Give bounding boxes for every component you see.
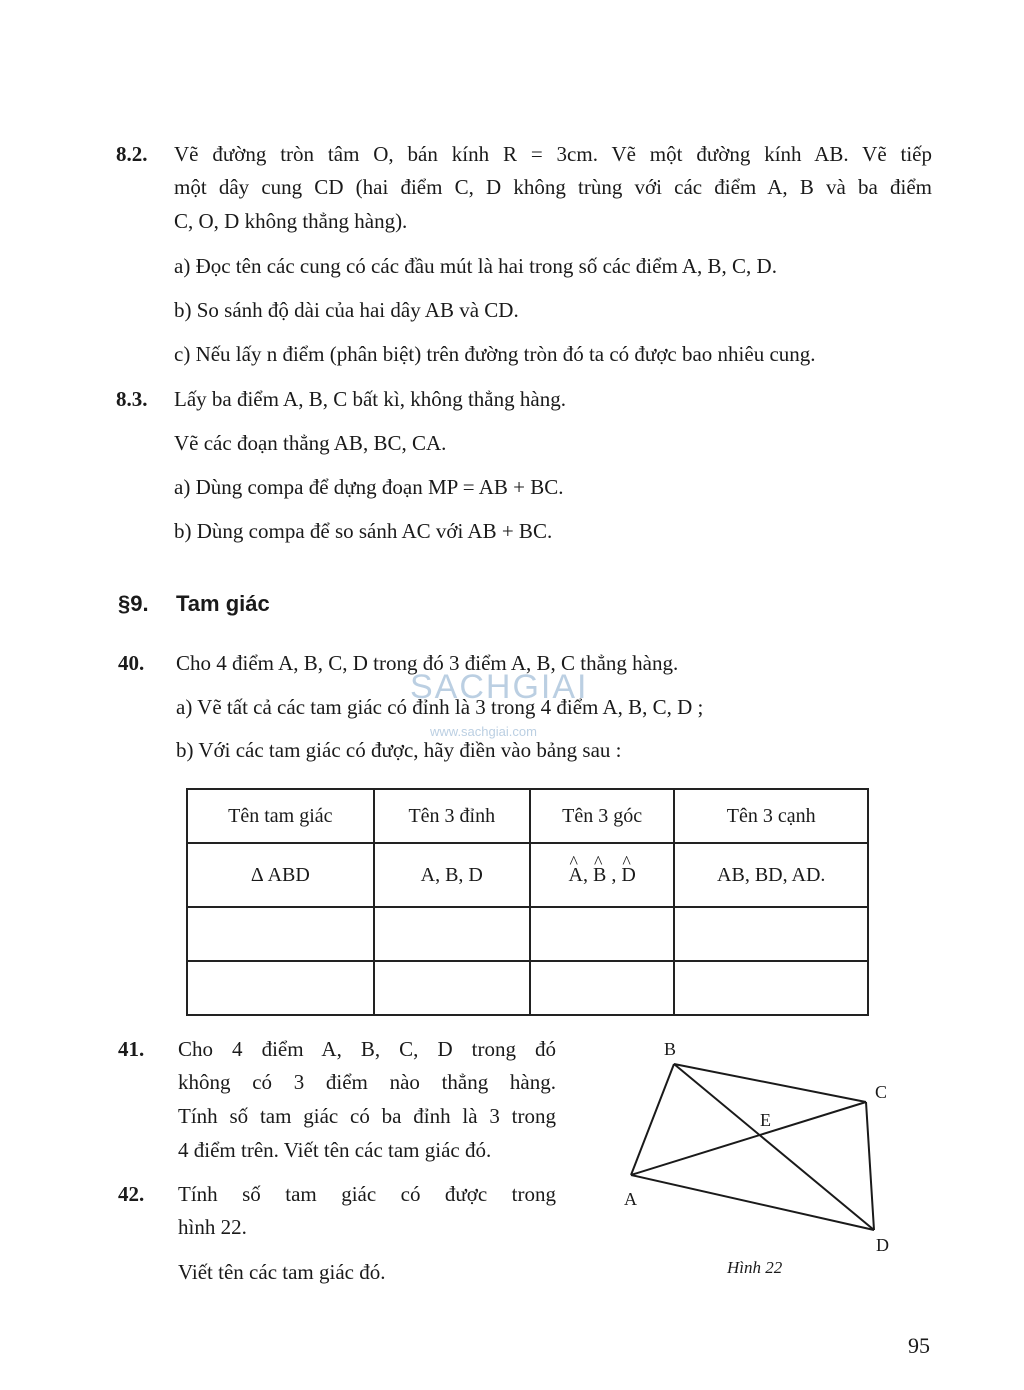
triangle-table <box>186 788 869 1016</box>
segment-ac <box>631 1102 866 1175</box>
exercise-40-line-1: Cho 4 điểm A, B, C, D trong đó 3 điểm A, B, C thẳng hàng. <box>176 651 679 675</box>
header-triangle-name: Tên tam giác <box>187 789 374 843</box>
table-header-row <box>187 789 868 843</box>
cell-triangle: Δ ABD <box>187 843 374 907</box>
segment-bd <box>674 1064 874 1230</box>
exercise-42-line-1: Tính số tam giác có được trong <box>178 1182 556 1206</box>
exercise-42-line-3: Viết tên các tam giác đó. <box>178 1260 386 1284</box>
table-row-empty <box>187 907 868 961</box>
exercise-42-number: 42. <box>118 1182 145 1206</box>
cell-sides: AB, BD, AD. <box>674 843 868 907</box>
exercise-41-line-4: 4 điểm trên. Viết tên các tam giác đó. <box>178 1138 492 1162</box>
exercise-8-3-number: 8.3. <box>116 387 148 411</box>
header-sides: Tên 3 cạnh <box>674 789 868 843</box>
exercise-41-line-1: Cho 4 điểm A, B, C, D trong đó <box>178 1037 556 1061</box>
header-vertices: Tên 3 đỉnh <box>374 789 530 843</box>
cell-angles <box>530 843 675 907</box>
point-label-c: C <box>875 1082 888 1102</box>
point-label-a: A <box>624 1189 637 1209</box>
cell-vertices: A, B, D <box>374 843 530 907</box>
segment-cd <box>866 1102 874 1230</box>
segment-bc <box>674 1064 866 1102</box>
segment-ad <box>631 1175 874 1230</box>
table-row <box>187 843 868 907</box>
angle-a: ^ A <box>569 864 583 887</box>
figure-22-diagram <box>610 1030 910 1260</box>
exercise-8-2-line-1: Vẽ đường tròn tâm O, bán kính R = 3cm. Vẽ một đường kính AB. Vẽ tiếp <box>174 142 932 166</box>
angle-b: ^ B <box>593 864 606 887</box>
exercise-8-2-line-3: C, O, D không thẳng hàng). <box>174 209 408 233</box>
watermark-url: www.sachgiai.com <box>430 724 537 739</box>
exercise-42-line-2: hình 22. <box>178 1215 247 1239</box>
exercise-8-3-line-1: Lấy ba điểm A, B, C bất kì, không thẳng hàng. <box>174 387 566 411</box>
point-label-b: B <box>664 1039 677 1059</box>
angle-separator-1: , <box>582 863 588 886</box>
exercise-41-line-3: Tính số tam giác có ba đỉnh là 3 trong <box>178 1104 556 1128</box>
exercise-8-3-part-a: a) Dùng compa để dựng đoạn MP = AB + BC. <box>174 475 564 499</box>
exercise-8-2-part-a: a) Đọc tên các cung có các đầu mút là hai trong số các điểm A, B, C, D. <box>174 254 777 278</box>
figure-caption: Hình 22 <box>727 1258 783 1277</box>
page-number: 95 <box>908 1333 930 1358</box>
watermark-brand: SACHGIAI <box>410 668 589 706</box>
exercise-8-2-line-2: một dây cung CD (hai điểm C, D không trùng với các điểm A, B và ba điểm <box>174 175 932 199</box>
exercise-8-2-number: 8.2. <box>116 142 148 166</box>
section-number: §9. <box>118 591 149 616</box>
exercise-41-number: 41. <box>118 1037 145 1061</box>
exercise-40-part-b: b) Với các tam giác có được, hãy điền vào bảng sau : <box>176 738 622 762</box>
exercise-40-part-a: a) Vẽ tất cả các tam giác có đỉnh là 3 trong 4 điểm A, B, C, D ; <box>176 695 704 719</box>
angle-d: ^ D <box>621 864 635 887</box>
point-label-e: E <box>760 1110 771 1130</box>
exercise-41-line-2: không có 3 điểm nào thẳng hàng. <box>178 1070 556 1094</box>
section-title: Tam giác <box>176 591 270 616</box>
table-row-empty <box>187 961 868 1015</box>
segment-ab <box>631 1064 674 1175</box>
angle-separator-2: , <box>611 863 617 886</box>
exercise-8-2-part-b: b) So sánh độ dài của hai dây AB và CD. <box>174 298 519 322</box>
exercise-8-2-part-c: c) Nếu lấy n điểm (phân biệt) trên đường tròn đó ta có được bao nhiêu cung. <box>174 342 816 366</box>
point-label-d: D <box>876 1235 889 1255</box>
header-angles: Tên 3 góc <box>530 789 675 843</box>
exercise-8-3-line-2: Vẽ các đoạn thẳng AB, BC, CA. <box>174 431 447 455</box>
exercise-40-number: 40. <box>118 651 145 675</box>
exercise-8-3-part-b: b) Dùng compa để so sánh AC với AB + BC. <box>174 519 553 543</box>
